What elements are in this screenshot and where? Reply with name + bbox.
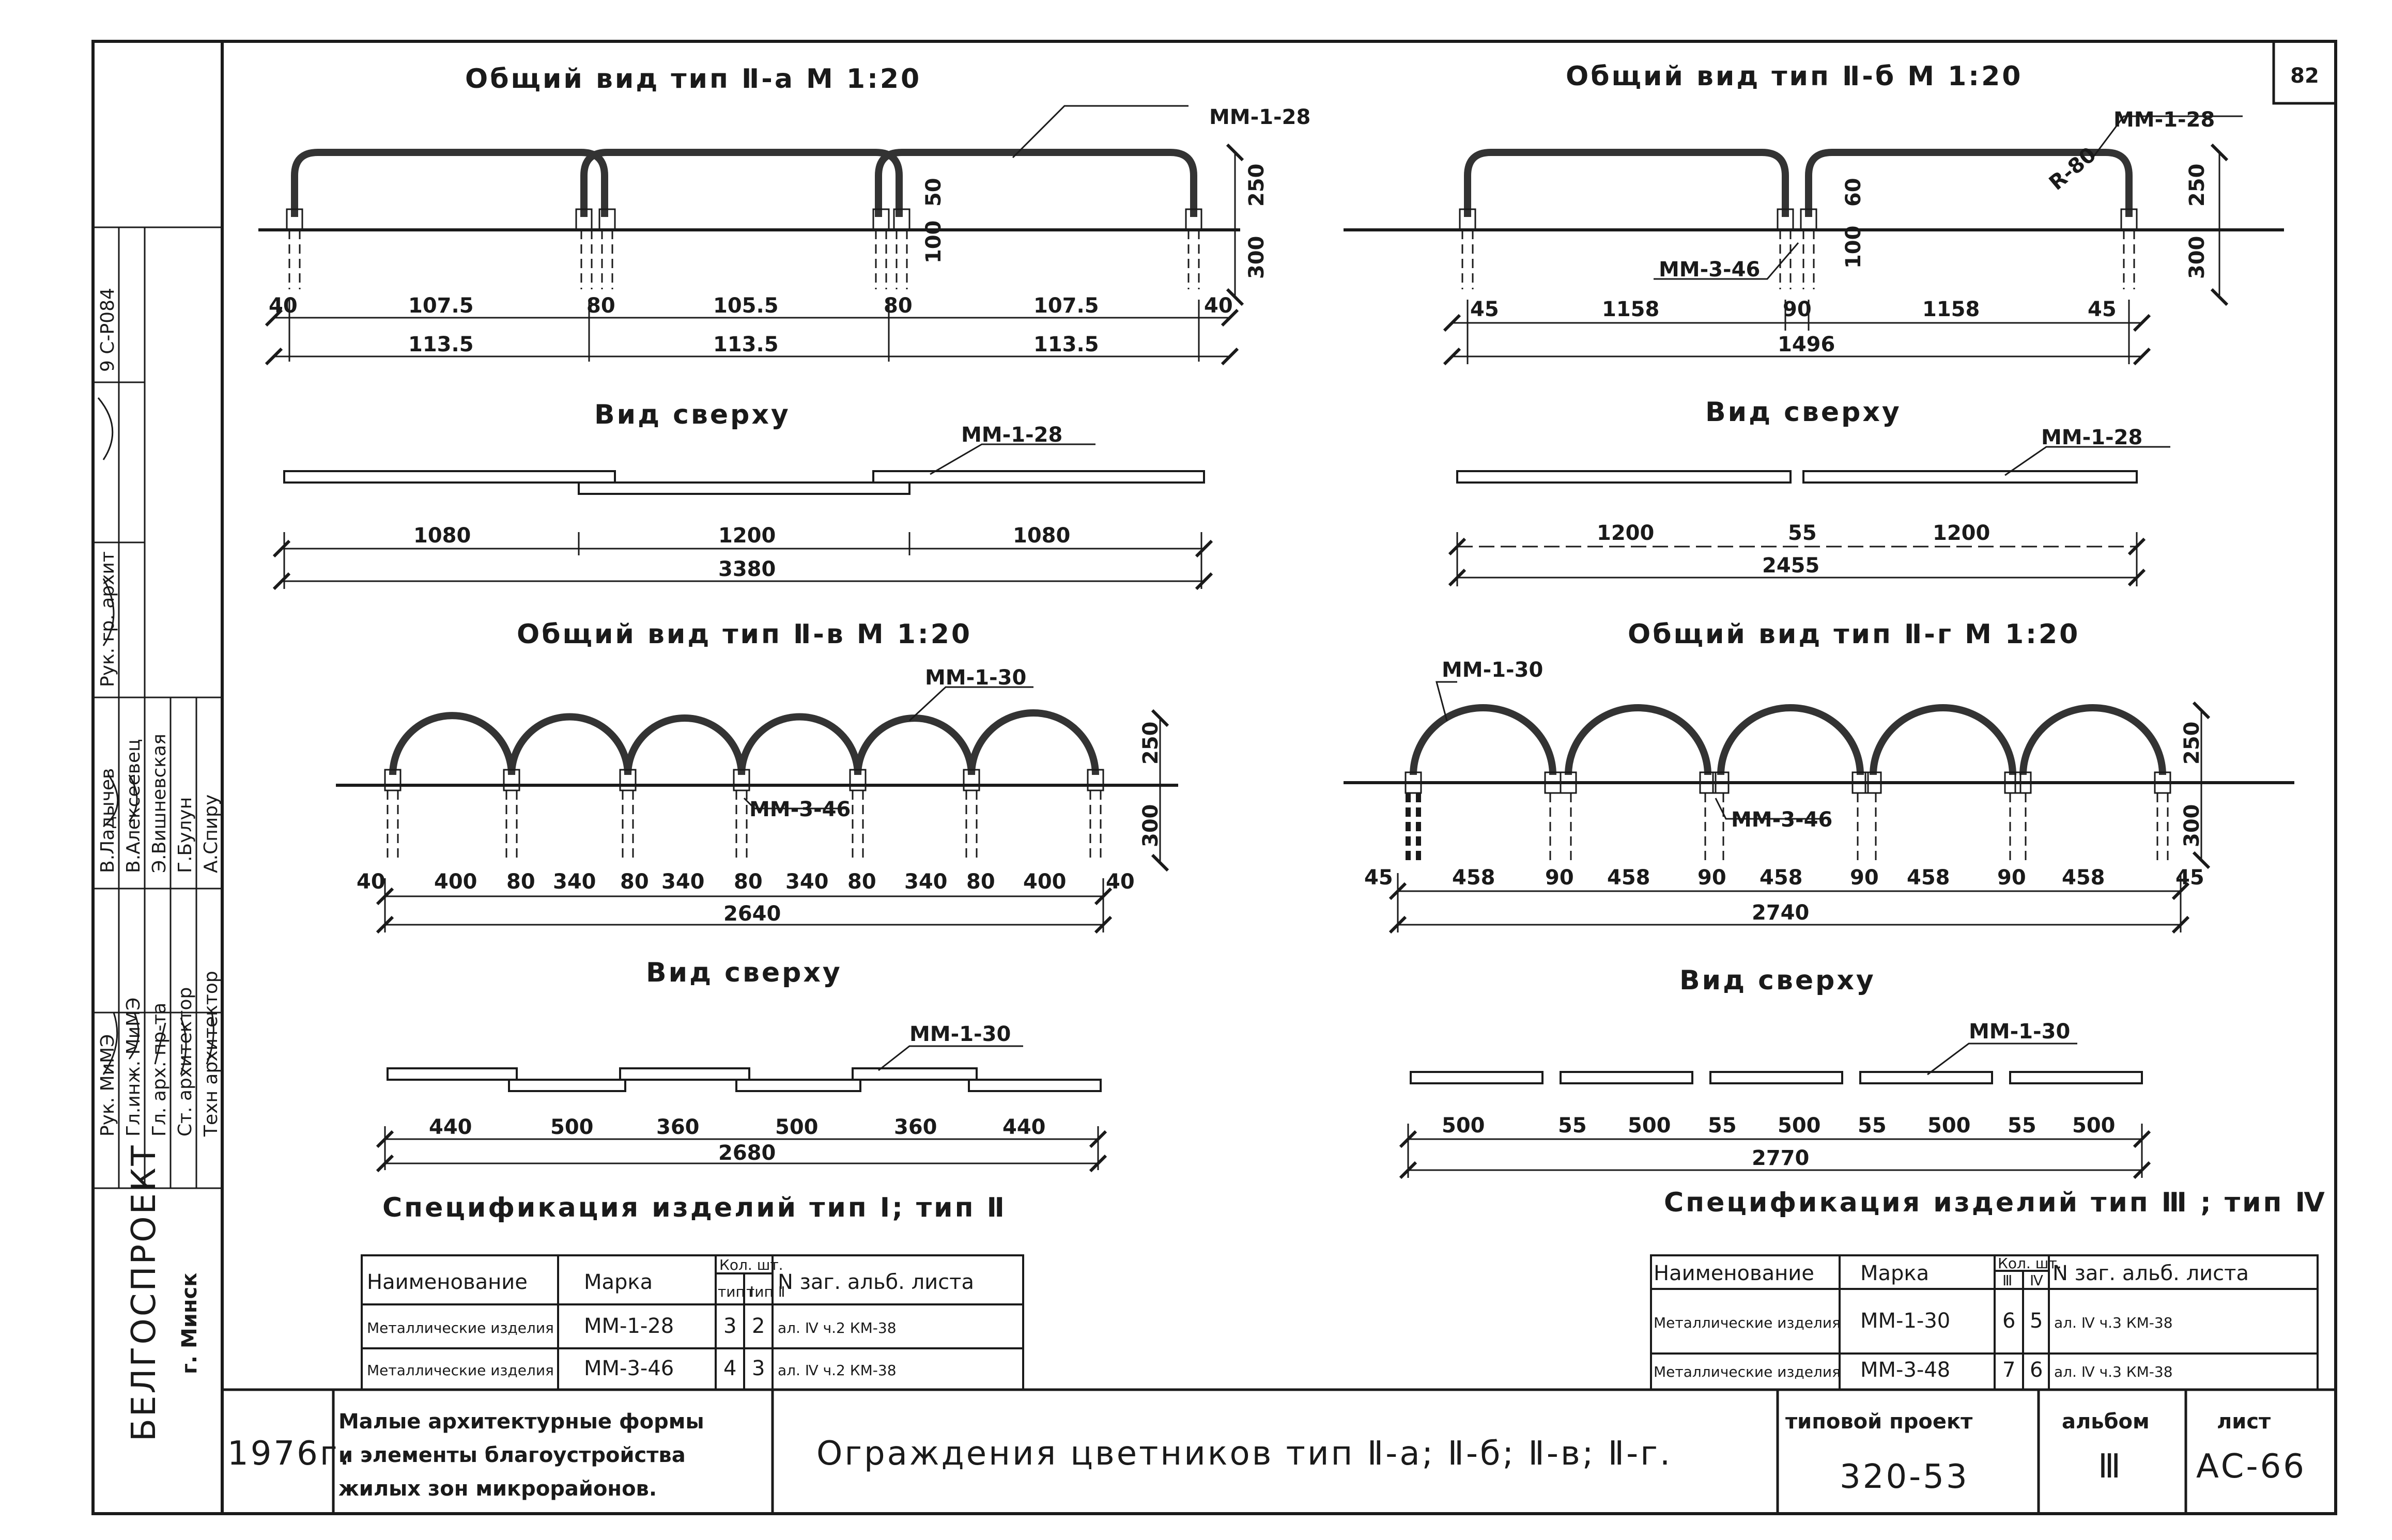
- view-a-e2: 113.5: [713, 333, 779, 356]
- project-label: типовой проект: [1785, 1410, 1973, 1434]
- view-a-d1: 40: [269, 294, 298, 318]
- view-d-d6: 458: [1760, 866, 1803, 890]
- stamp-role-5: Техн архитектор: [200, 971, 222, 1137]
- view-d-vert-2: 300: [2180, 804, 2204, 847]
- spec-right-h4: Ⅲ: [2002, 1272, 2013, 1289]
- view-c-d3: 80: [506, 870, 535, 894]
- view-d-top-title: Вид сверху: [1679, 965, 1876, 996]
- album-label: альбом: [2062, 1410, 2150, 1434]
- view-c-d10: 340: [904, 870, 948, 894]
- spec-right-h1: Наименование: [1654, 1262, 1814, 1285]
- view-d-d10: 458: [2062, 866, 2105, 890]
- view-c-d4: 340: [553, 870, 596, 894]
- view-c-top-title: Вид сверху: [646, 957, 842, 988]
- spec-left-h1: Наименование: [367, 1270, 528, 1294]
- view-d-d4: 458: [1607, 866, 1650, 890]
- view-c-d9: 80: [847, 870, 876, 894]
- view-b-radius: R-80: [2044, 143, 2101, 195]
- view-c-top-d5: 360: [894, 1115, 937, 1139]
- view-c-top-d3: 360: [656, 1115, 700, 1139]
- view-c-mark2: ММ-3-46: [749, 798, 851, 821]
- view-d-mark: ММ-1-30: [1442, 658, 1544, 682]
- view-c-d13: 40: [1106, 870, 1135, 894]
- title-subject-2: и элементы благоустройства: [338, 1443, 686, 1467]
- view-c-d1: 40: [357, 870, 385, 894]
- spec-left-h5: тип Ⅱ: [746, 1283, 785, 1300]
- stamp-name-4: Г.Булун: [175, 797, 196, 873]
- title-subject-1: Малые архитектурные формы: [338, 1410, 704, 1434]
- view-c-top-d2: 500: [550, 1115, 594, 1139]
- view-a-top-d1: 1080: [413, 524, 471, 548]
- stamp-name-1: В.Ладычев: [97, 768, 118, 873]
- spec-right-h6: N заг. альб. листа: [2053, 1262, 2249, 1285]
- view-d-top-d6: 55: [1858, 1114, 1887, 1138]
- view-b-d5: 45: [2088, 298, 2117, 321]
- view-b-top-mark: ММ-1-28: [2041, 426, 2143, 449]
- view-a-vert-1: 250: [1245, 163, 1269, 207]
- view-b-title: Общий вид тип Ⅱ-б М 1:20: [1566, 61, 2023, 92]
- stamp-role-2: Гл.инж. МиМЭ: [123, 997, 144, 1137]
- view-d-vert-1: 250: [2180, 721, 2204, 765]
- stamp-role-1: Рук. МиМЭ: [97, 1034, 118, 1137]
- view-b-top-d2: 55: [1788, 521, 1817, 545]
- view-a-mark: ММ-1-28: [1209, 105, 1311, 129]
- main-title: Ограждения цветников тип Ⅱ-а; Ⅱ-б; Ⅱ-в; Ⅱ-г.: [816, 1435, 1673, 1473]
- view-c-mark: ММ-1-30: [925, 666, 1027, 690]
- view-b-d2: 1158: [1602, 298, 1660, 321]
- view-d-d9: 90: [1997, 866, 2026, 890]
- view-d-d11: 45: [2175, 866, 2204, 890]
- page-value: АС-66: [2196, 1448, 2306, 1486]
- sheet-number: 82: [2290, 64, 2319, 88]
- view-d-d3: 90: [1545, 866, 1574, 890]
- spec-left-h3: Кол. шт.: [719, 1256, 783, 1273]
- view-a-e3: 113.5: [1033, 333, 1099, 356]
- spec-left-r2-mark: ММ-3-46: [584, 1357, 674, 1380]
- spec-right-r2-name: Металлические изделия: [1654, 1363, 1841, 1380]
- spec-left-r2-name: Металлические изделия: [367, 1362, 554, 1379]
- view-d-top-d2: 55: [1558, 1114, 1587, 1138]
- view-a-top-d2: 1200: [718, 524, 776, 548]
- spec-right-r2-q2: 6: [2030, 1358, 2043, 1382]
- view-c-d5: 80: [620, 870, 649, 894]
- spec-left-r1-q1: 3: [723, 1314, 737, 1338]
- view-a-top-mark: ММ-1-28: [961, 423, 1063, 447]
- view-c-d6: 340: [661, 870, 705, 894]
- view-d-top-d9: 500: [2072, 1114, 2116, 1138]
- view-b-mark: ММ-1-28: [2113, 108, 2215, 132]
- stamp-extra-2: 9 С-Р084: [97, 288, 118, 372]
- view-c-title: Общий вид тип Ⅱ-в М 1:20: [517, 619, 973, 650]
- view-a-d4: 105.5: [713, 294, 779, 318]
- view-c-d2: 400: [434, 870, 477, 894]
- view-c-top-d1: 440: [429, 1115, 472, 1139]
- view-a-d2: 107.5: [408, 294, 474, 318]
- view-c-total: 2640: [723, 902, 781, 926]
- org-city: г. Минск: [178, 1272, 202, 1374]
- view-d-top-d5: 500: [1778, 1114, 1821, 1138]
- view-c-vert-2: 300: [1139, 804, 1163, 847]
- view-d-top-d1: 500: [1442, 1114, 1485, 1138]
- spec-right-r1-q1: 6: [2002, 1309, 2016, 1333]
- spec-right-r1-mark: ММ-1-30: [1860, 1309, 1951, 1333]
- stamp-name-3: Э.Вишневская: [149, 734, 170, 873]
- view-c-top-total: 2680: [718, 1141, 776, 1165]
- view-d-d8: 458: [1907, 866, 1950, 890]
- spec-right-h3: Кол. шт.: [1998, 1255, 2062, 1272]
- spec-right-h5: Ⅳ: [2030, 1272, 2043, 1289]
- spec-right-title: Спецификация изделий тип Ⅲ ; тип Ⅳ: [1664, 1187, 2327, 1218]
- org-name: БЕЛГОСПРОЕКТ: [125, 1143, 163, 1441]
- stamp-name-2: В.Алексеевец: [123, 739, 144, 873]
- view-a-vert-3: 50: [922, 178, 946, 207]
- stamp-name-5: А.Спиру: [200, 794, 222, 873]
- view-c-top-d6: 440: [1002, 1115, 1046, 1139]
- view-b-top-total: 2455: [1762, 554, 1820, 578]
- view-a-top-d3: 1080: [1013, 524, 1071, 548]
- spec-left-title: Спецификация изделий тип Ⅰ; тип Ⅱ: [382, 1192, 1007, 1223]
- view-a-top-total: 3380: [718, 557, 776, 581]
- view-d-top-d7: 500: [1927, 1114, 1971, 1138]
- view-d-mark2: ММ-3-46: [1731, 808, 1833, 832]
- spec-right-r2-ref: ал. Ⅳ ч.3 КМ-38: [2054, 1363, 2173, 1380]
- view-a-top-title: Вид сверху: [594, 399, 791, 430]
- view-a-e1: 113.5: [408, 333, 474, 356]
- title-subject-3: жилых зон микрорайонов.: [338, 1477, 657, 1501]
- view-d-top-d4: 55: [1708, 1114, 1737, 1138]
- view-c-vert-1: 250: [1139, 721, 1163, 765]
- view-b-vert-1: 250: [2185, 163, 2209, 207]
- view-b-mark2: ММ-3-46: [1659, 258, 1761, 282]
- page-label: лист: [2217, 1410, 2271, 1434]
- view-d-d7: 90: [1850, 866, 1879, 890]
- spec-right-r1-name: Металлические изделия: [1654, 1314, 1841, 1331]
- view-a-title: Общий вид тип Ⅱ-а М 1:20: [465, 64, 922, 95]
- spec-right-r1-ref: ал. Ⅳ ч.3 КМ-38: [2054, 1314, 2173, 1331]
- spec-left-r1-name: Металлические изделия: [367, 1319, 554, 1336]
- view-b-top-title: Вид сверху: [1705, 397, 1902, 428]
- view-b-total: 1496: [1778, 333, 1835, 356]
- view-d-d1: 45: [1364, 866, 1393, 890]
- view-d-d5: 90: [1697, 866, 1726, 890]
- view-a-d3: 80: [587, 294, 615, 318]
- view-c-top-mark: ММ-1-30: [909, 1022, 1011, 1046]
- spec-left-h4: тип Ⅰ: [718, 1283, 754, 1300]
- view-c-d8: 340: [785, 870, 829, 894]
- view-b-d3: 90: [1783, 298, 1812, 321]
- spec-left-r2-ref: ал. Ⅳ ч.2 КМ-38: [778, 1362, 897, 1379]
- view-a-d5: 80: [884, 294, 913, 318]
- spec-right-r1-q2: 5: [2030, 1309, 2043, 1333]
- view-a-d6: 107.5: [1033, 294, 1099, 318]
- stamp-role-3: Гл. арх. пр-та: [149, 1002, 170, 1137]
- spec-left-h6: N заг. альб. листа: [778, 1270, 974, 1294]
- view-b-top-d1: 1200: [1597, 521, 1655, 545]
- stamp-extra-1: Рук. гр. архит: [97, 551, 118, 687]
- view-d-top-mark: ММ-1-30: [1969, 1020, 2071, 1044]
- view-b-d1: 45: [1470, 298, 1499, 321]
- view-a-drawing: [258, 106, 1240, 362]
- title-year: 1976г.: [227, 1435, 352, 1473]
- view-b-top-d3: 1200: [1933, 521, 1990, 545]
- view-d-top-d3: 500: [1628, 1114, 1671, 1138]
- view-b-vert-4: 100: [1842, 225, 1865, 269]
- spec-left-r2-q1: 4: [723, 1357, 737, 1380]
- view-c-d12: 400: [1023, 870, 1067, 894]
- view-d-title: Общий вид тип Ⅱ-г М 1:20: [1628, 619, 2080, 650]
- spec-right-r2-q1: 7: [2002, 1358, 2016, 1382]
- spec-left-h2: Марка: [584, 1270, 653, 1294]
- view-b-vert-3: 60: [1842, 178, 1865, 207]
- view-c-d11: 80: [966, 870, 995, 894]
- view-d-total: 2740: [1752, 901, 1810, 925]
- view-b-drawing: [1344, 116, 2284, 364]
- view-b-d4: 1158: [1922, 298, 1980, 321]
- view-d-top-total: 2770: [1752, 1146, 1810, 1170]
- view-a-vert-4: 100: [922, 220, 946, 263]
- view-a-vert-2: 300: [1245, 236, 1269, 279]
- view-c-d7: 80: [734, 870, 763, 894]
- spec-left-r1-ref: ал. Ⅳ ч.2 КМ-38: [778, 1319, 897, 1336]
- stamp-role-4: Ст. архитектор: [175, 987, 196, 1137]
- view-a-d7: 40: [1204, 294, 1233, 318]
- spec-left-r1-q2: 2: [752, 1314, 765, 1338]
- spec-left-r2-q2: 3: [752, 1357, 765, 1380]
- spec-left-r1-mark: ММ-1-28: [584, 1314, 674, 1338]
- spec-right-h2: Марка: [1860, 1262, 1930, 1285]
- spec-right-r2-mark: ММ-3-48: [1860, 1358, 1951, 1382]
- view-d-top-d8: 55: [2008, 1114, 2036, 1138]
- view-d-d2: 458: [1452, 866, 1495, 890]
- album-value: Ⅲ: [2098, 1448, 2123, 1486]
- project-value: 320-53: [1840, 1458, 1969, 1496]
- view-c-top-d4: 500: [775, 1115, 819, 1139]
- view-b-vert-2: 300: [2185, 236, 2209, 279]
- view-d-drawing: [1344, 682, 2294, 932]
